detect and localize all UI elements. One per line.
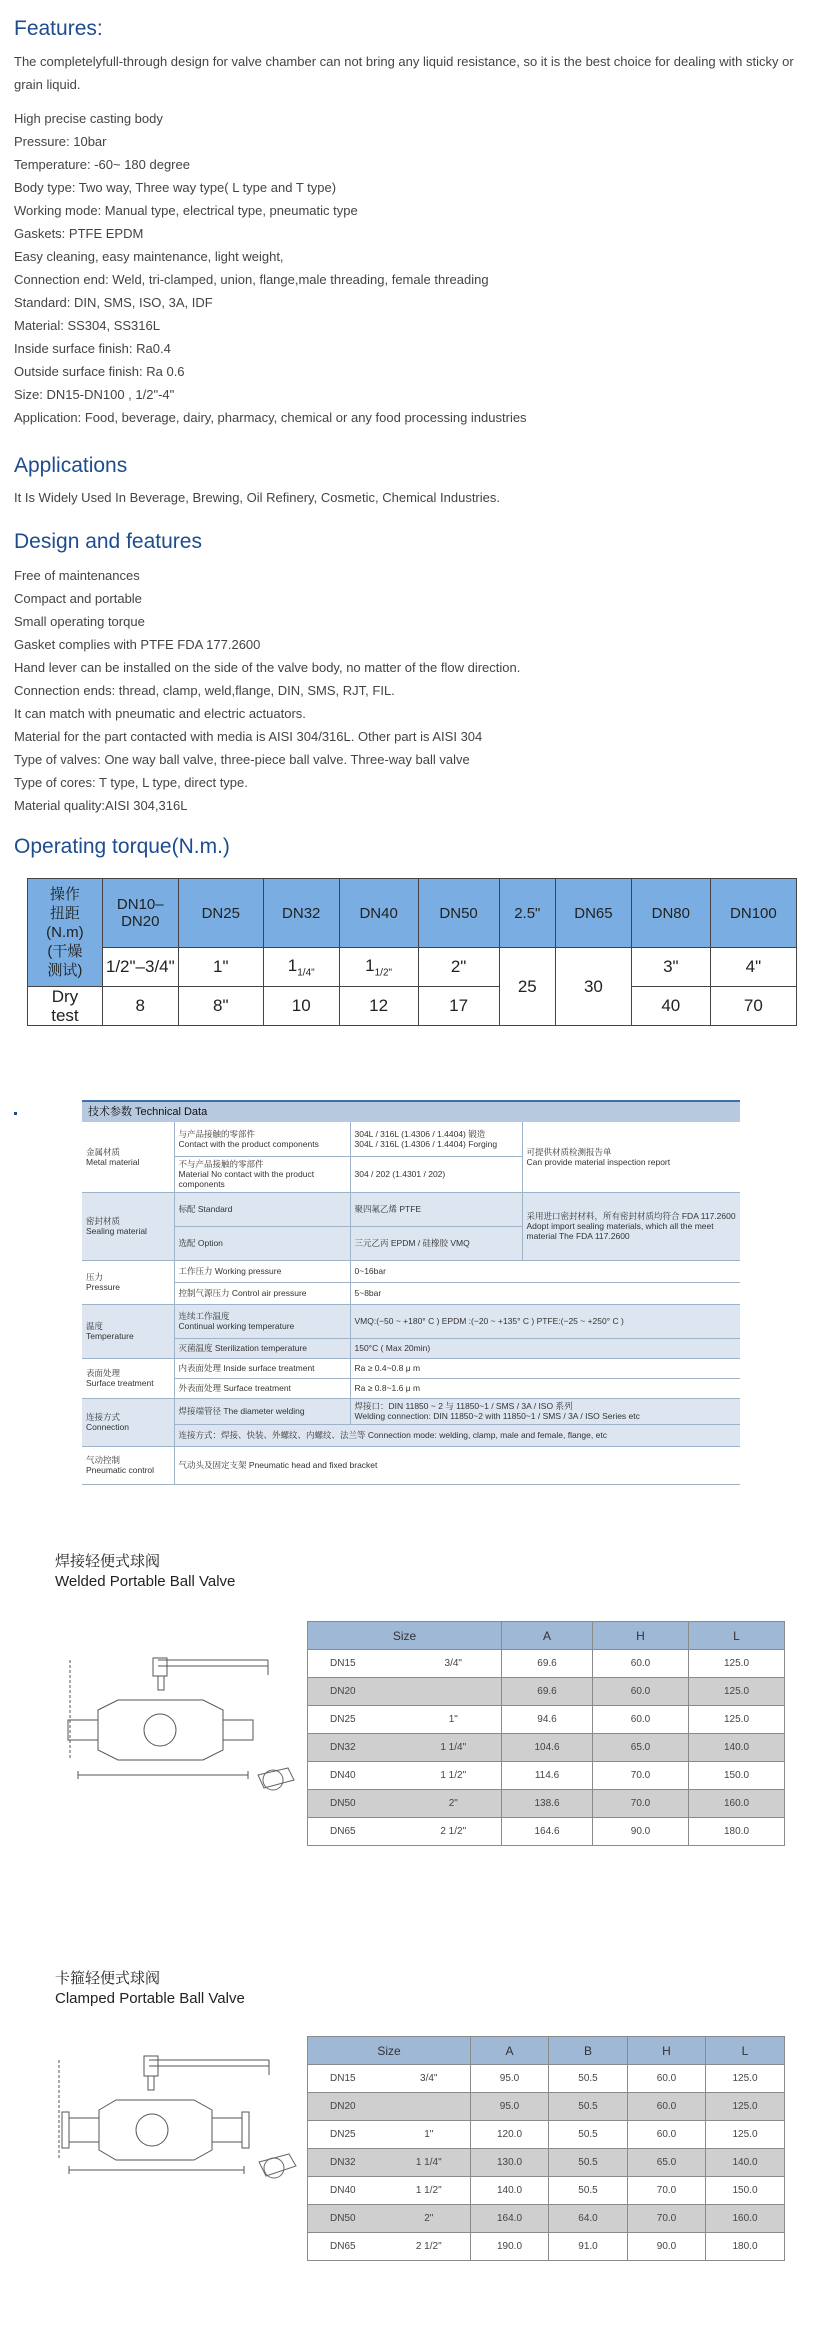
tech-cell bbox=[82, 1446, 174, 1484]
torque-header-cell: DN100 bbox=[710, 879, 796, 948]
table-row bbox=[308, 2093, 785, 2121]
en: Contact with the product components bbox=[178, 1138, 319, 1149]
clamped-header-size: Size bbox=[308, 2037, 471, 2065]
clamped-title-en: Clamped Portable Ball Valve bbox=[55, 1990, 245, 2007]
design-item: It can match with pneumatic and electric actuators. bbox=[14, 706, 306, 721]
tech-cell: VMQ:(−50 ~ +180° C ) EPDM :(−20 ~ +135° C ) PTFE:(−25 ~ +250° C ) bbox=[350, 1304, 740, 1338]
tech-cell: 150°C ( Max 20min) bbox=[350, 1338, 740, 1358]
table-row bbox=[308, 1762, 785, 1790]
dimension-cell: 65.0 bbox=[593, 1734, 689, 1762]
features-section bbox=[14, 16, 824, 429]
dimension-cell: 150.0 bbox=[706, 2177, 785, 2205]
dimension-cell: 50.5 bbox=[549, 2065, 628, 2093]
tech-cell bbox=[350, 1122, 522, 1156]
size-inch-cell: 1 1/4" bbox=[406, 1734, 502, 1762]
dimension-cell: 60.0 bbox=[628, 2093, 706, 2121]
dimension-cell: 164.6 bbox=[502, 1818, 593, 1846]
size-dn-cell: DN50 bbox=[308, 1790, 406, 1818]
technical-data-title: 技术参数 Technical Data bbox=[82, 1100, 740, 1122]
dimension-cell: 50.5 bbox=[549, 2121, 628, 2149]
size-inch-cell: 2" bbox=[406, 1790, 502, 1818]
fraction: 1/2" bbox=[374, 967, 393, 979]
size-inch-cell bbox=[406, 1678, 502, 1706]
tech-cell bbox=[82, 1358, 174, 1398]
dimension-cell: 125.0 bbox=[706, 2065, 785, 2093]
table-row bbox=[308, 1650, 785, 1678]
dimension-cell: 180.0 bbox=[689, 1818, 785, 1846]
table-row bbox=[308, 2065, 785, 2093]
torque-header-cell: DN65 bbox=[555, 879, 631, 948]
dimension-cell: 60.0 bbox=[593, 1706, 689, 1734]
torque-value-cell: 70 bbox=[710, 987, 796, 1026]
size-dn-cell: DN32 bbox=[308, 1734, 406, 1762]
label-line: 操作 bbox=[49, 886, 80, 903]
table-row bbox=[308, 2205, 785, 2233]
torque-size-cell: 1" bbox=[178, 948, 263, 987]
torque-size-cell: 4" bbox=[710, 948, 796, 987]
welded-header-h: H bbox=[593, 1622, 689, 1650]
applications-section bbox=[14, 453, 500, 509]
tech-cell bbox=[522, 1192, 740, 1260]
design-section bbox=[14, 529, 520, 817]
cn: 金属材质 bbox=[86, 1146, 121, 1157]
clamped-valve-drawing bbox=[54, 2040, 304, 2200]
feature-item: Material: SS304, SS316L bbox=[14, 318, 160, 333]
features-intro: The completelyfull-through design for valve chamber can not bring any liquid resistance, so it is the best choice for dealing with sticky or grain liquid. bbox=[14, 54, 794, 92]
welded-title-cn: 焊接轻便式球阀 bbox=[55, 1553, 161, 1570]
dimension-cell: 114.6 bbox=[502, 1762, 593, 1790]
dimension-cell: 120.0 bbox=[471, 2121, 549, 2149]
size-inch-cell: 1 1/2" bbox=[406, 1762, 502, 1790]
size-dn-cell: DN32 bbox=[308, 2149, 388, 2177]
torque-header-cell: DN40 bbox=[339, 879, 418, 948]
tech-cell: Ra ≥ 0.4~0.8 μ m bbox=[350, 1358, 740, 1378]
cn: 密封材质 bbox=[86, 1216, 121, 1226]
dimension-cell: 60.0 bbox=[593, 1678, 689, 1706]
whole: 1 bbox=[365, 955, 375, 975]
dimension-cell: 94.6 bbox=[502, 1706, 593, 1734]
en: Temperature bbox=[86, 1331, 134, 1341]
welded-size-table bbox=[307, 1621, 785, 1846]
design-item: Material quality:AISI 304,316L bbox=[14, 798, 188, 813]
dimension-cell: 125.0 bbox=[706, 2093, 785, 2121]
table-row bbox=[308, 1818, 785, 1846]
table-row bbox=[308, 2149, 785, 2177]
tech-cell: 三元乙丙 EPDM / 硅橡胶 VMQ bbox=[350, 1226, 522, 1260]
val: 304L / 316L (1.4306 / 1.4404) 锻造 bbox=[354, 1128, 486, 1139]
size-dn-cell: DN40 bbox=[308, 1762, 406, 1790]
size-dn-cell: DN25 bbox=[308, 1706, 406, 1734]
dimension-cell: 64.0 bbox=[549, 2205, 628, 2233]
feature-item: Application: Food, beverage, dairy, pharmacy, chemical or any food processing industries bbox=[14, 410, 527, 425]
welded-header-size: Size bbox=[308, 1622, 502, 1650]
dimension-cell: 60.0 bbox=[628, 2065, 706, 2093]
tech-cell: 内表面处理 Inside surface treatment bbox=[174, 1358, 350, 1378]
welded-title bbox=[55, 1552, 235, 1592]
torque-header-cell: DN10–DN20 bbox=[102, 879, 178, 948]
welded-header-l: L bbox=[689, 1622, 785, 1650]
cn: 不与产品接触的零部件 bbox=[178, 1159, 264, 1169]
dimension-cell: 65.0 bbox=[628, 2149, 706, 2177]
size-inch-cell: 3/4" bbox=[406, 1650, 502, 1678]
feature-item: Gaskets: PTFE EPDM bbox=[14, 226, 144, 241]
size-dn-cell: DN15 bbox=[308, 1650, 406, 1678]
en: Adopt import sealing materials, which all the meet material The FDA 117.2600 bbox=[526, 1221, 714, 1241]
design-item: Type of valves: One way ball valve, three-piece ball valve. Three-way ball valve bbox=[14, 752, 470, 767]
dimension-cell: 125.0 bbox=[706, 2121, 785, 2149]
dimension-cell: 104.6 bbox=[502, 1734, 593, 1762]
feature-item: Temperature: -60~ 180 degree bbox=[14, 157, 190, 172]
en: Can provide material inspection report bbox=[526, 1156, 671, 1167]
feature-item: Standard: DIN, SMS, ISO, 3A, IDF bbox=[14, 295, 213, 310]
dimension-cell: 138.6 bbox=[502, 1790, 593, 1818]
dimension-cell: 125.0 bbox=[689, 1706, 785, 1734]
tech-cell: 304 / 202 (1.4301 / 202) bbox=[350, 1156, 522, 1192]
dimension-cell: 50.5 bbox=[549, 2177, 628, 2205]
size-dn-cell: DN15 bbox=[308, 2065, 388, 2093]
torque-size-cell: 2" bbox=[418, 948, 499, 987]
tech-cell: 焊接端管径 The diameter welding bbox=[174, 1398, 350, 1424]
dimension-cell: 140.0 bbox=[471, 2177, 549, 2205]
val: 304L / 316L (1.4306 / 1.4404) Forging bbox=[354, 1138, 498, 1149]
tech-cell: 灭菌温度 Sterilization temperature bbox=[174, 1338, 350, 1358]
torque-header-cell: 2.5" bbox=[499, 879, 555, 948]
feature-item: Working mode: Manual type, electrical type, pneumatic type bbox=[14, 203, 358, 218]
tech-cell: 聚四氟乙烯 PTFE bbox=[350, 1192, 522, 1226]
cn: 连续工作温度 bbox=[178, 1311, 230, 1321]
size-inch-cell: 3/4" bbox=[388, 2065, 471, 2093]
en: Continual working temperature bbox=[178, 1321, 295, 1331]
size-dn-cell: DN20 bbox=[308, 1678, 406, 1706]
tech-cell bbox=[82, 1192, 174, 1260]
design-heading: Design and features bbox=[14, 530, 202, 553]
size-inch-cell: 1 1/4" bbox=[388, 2149, 471, 2177]
dimension-cell: 70.0 bbox=[628, 2205, 706, 2233]
dimension-cell: 164.0 bbox=[471, 2205, 549, 2233]
clamped-title bbox=[55, 1969, 245, 2009]
tech-cell bbox=[82, 1122, 174, 1192]
torque-size-cell: 1/2"–3/4" bbox=[102, 948, 178, 987]
cn: 温度 bbox=[86, 1321, 104, 1331]
dimension-cell: 91.0 bbox=[549, 2233, 628, 2261]
size-dn-cell: DN65 bbox=[308, 2233, 388, 2261]
design-item: Type of cores: T type, L type, direct type. bbox=[14, 775, 248, 790]
cn: 连接方式 bbox=[86, 1412, 121, 1422]
technical-data-table bbox=[82, 1100, 740, 1485]
size-inch-cell: 2 1/2" bbox=[388, 2233, 471, 2261]
design-item: Connection ends: thread, clamp, weld,flange, DIN, SMS, RJT, FIL. bbox=[14, 683, 395, 698]
dimension-cell: 50.5 bbox=[549, 2093, 628, 2121]
dimension-cell: 70.0 bbox=[628, 2177, 706, 2205]
clamped-header-a: A bbox=[471, 2037, 549, 2065]
cn: 采用进口密封材料，所有密封材质均符合 FDA 117.2600 bbox=[526, 1211, 736, 1221]
tech-cell: 0~16bar bbox=[350, 1260, 740, 1282]
torque-table bbox=[27, 878, 797, 1026]
dimension-cell: 125.0 bbox=[689, 1678, 785, 1706]
torque-heading: Operating torque(N.m.) bbox=[14, 835, 230, 858]
dimension-cell: 69.6 bbox=[502, 1650, 593, 1678]
feature-item: Easy cleaning, easy maintenance, light weight, bbox=[14, 249, 284, 264]
cn: 可提供材质检测报告单 bbox=[526, 1146, 612, 1157]
label-line: test bbox=[51, 1006, 79, 1025]
label-line: 扭距 bbox=[49, 905, 80, 922]
dimension-cell: 160.0 bbox=[706, 2205, 785, 2233]
size-dn-cell: DN65 bbox=[308, 1818, 406, 1846]
size-inch-cell: 2" bbox=[388, 2205, 471, 2233]
torque-size-cell bbox=[339, 948, 418, 987]
dimension-cell: 140.0 bbox=[689, 1734, 785, 1762]
label-line: Dry bbox=[51, 987, 79, 1006]
en: Metal material bbox=[86, 1156, 140, 1167]
en: Pressure bbox=[86, 1282, 121, 1292]
tech-cell bbox=[350, 1398, 740, 1424]
tech-cell bbox=[174, 1156, 350, 1192]
clamped-size-table bbox=[307, 2036, 785, 2261]
tech-cell bbox=[82, 1398, 174, 1446]
bullet-dot bbox=[14, 1112, 17, 1115]
design-item: Compact and portable bbox=[14, 591, 142, 606]
dimension-cell: 150.0 bbox=[689, 1762, 785, 1790]
dimension-cell: 160.0 bbox=[689, 1790, 785, 1818]
table-row bbox=[308, 1678, 785, 1706]
torque-value-cell: 30 bbox=[555, 948, 631, 1026]
torque-size-cell bbox=[263, 948, 339, 987]
cn: 焊接口：DIN 11850 ~ 2 与 11850~1 / SMS / 3A / ISO 系列 bbox=[354, 1401, 573, 1411]
en: Material No contact with the product components bbox=[178, 1169, 315, 1189]
clamped-header-h: H bbox=[628, 2037, 706, 2065]
tech-cell: 连接方式：焊接、快装、外螺纹、内螺纹、法兰等 Connection mode: welding, clamp, male and female, flange, etc bbox=[174, 1424, 740, 1446]
torque-value-cell: 12 bbox=[339, 987, 418, 1026]
table-row bbox=[308, 2177, 785, 2205]
size-dn-cell: DN40 bbox=[308, 2177, 388, 2205]
feature-item: Outside surface finish: Ra 0.6 bbox=[14, 364, 185, 379]
dimension-cell: 95.0 bbox=[471, 2093, 549, 2121]
tech-cell: 选配 Option bbox=[174, 1226, 350, 1260]
feature-item: Size: DN15-DN100 , 1/2"-4" bbox=[14, 387, 175, 402]
feature-item: Body type: Two way, Three way type( L type and T type) bbox=[14, 180, 337, 195]
dimension-cell: 130.0 bbox=[471, 2149, 549, 2177]
size-dn-cell: DN25 bbox=[308, 2121, 388, 2149]
design-item: Small operating torque bbox=[14, 614, 145, 629]
tech-cell: 外表面处理 Surface treatment bbox=[174, 1378, 350, 1398]
dimension-cell: 125.0 bbox=[689, 1650, 785, 1678]
size-inch-cell: 2 1/2" bbox=[406, 1818, 502, 1846]
torque-label-cn bbox=[28, 879, 103, 987]
size-inch-cell: 1" bbox=[388, 2121, 471, 2149]
tech-cell: 标配 Standard bbox=[174, 1192, 350, 1226]
label-line: (N.m) bbox=[46, 924, 84, 941]
torque-header-cell: DN32 bbox=[263, 879, 339, 948]
table-row bbox=[308, 1790, 785, 1818]
en: Connection bbox=[86, 1422, 130, 1432]
technical-data-grid bbox=[82, 1122, 740, 1485]
welded-valve-drawing bbox=[58, 1640, 308, 1800]
torque-header-cell: DN25 bbox=[178, 879, 263, 948]
cn: 与产品接触的零部件 bbox=[178, 1128, 256, 1139]
torque-value-cell: 40 bbox=[631, 987, 710, 1026]
clamped-title-cn: 卡箍轻便式球阀 bbox=[55, 1970, 161, 1987]
fraction: 1/4" bbox=[297, 967, 315, 979]
en: Pneumatic control bbox=[86, 1465, 155, 1475]
tech-cell bbox=[174, 1304, 350, 1338]
size-dn-cell: DN50 bbox=[308, 2205, 388, 2233]
clamped-header-b: B bbox=[549, 2037, 628, 2065]
torque-header-cell: DN80 bbox=[631, 879, 710, 948]
applications-text: It Is Widely Used In Beverage, Brewing, Oil Refinery, Cosmetic, Chemical Industries. bbox=[14, 490, 500, 505]
tech-cell: 工作压力 Working pressure bbox=[174, 1260, 350, 1282]
welded-title-en: Welded Portable Ball Valve bbox=[55, 1573, 236, 1590]
whole: 1 bbox=[287, 955, 298, 975]
torque-value-cell: 25 bbox=[499, 948, 555, 1026]
applications-heading: Applications bbox=[14, 454, 128, 477]
tech-cell bbox=[82, 1304, 174, 1358]
size-inch-cell bbox=[388, 2093, 471, 2121]
design-list bbox=[14, 564, 520, 817]
en: Welding connection: DIN 11850~2 with 11850~1 / SMS / 3A / ISO Series etc bbox=[354, 1411, 640, 1421]
clamped-header-l: L bbox=[706, 2037, 785, 2065]
torque-section bbox=[14, 834, 230, 860]
features-heading: Features: bbox=[14, 17, 103, 40]
label-line: (干燥 bbox=[47, 943, 83, 960]
dimension-cell: 95.0 bbox=[471, 2065, 549, 2093]
dimension-cell: 70.0 bbox=[593, 1762, 689, 1790]
dimension-cell: 90.0 bbox=[628, 2233, 706, 2261]
design-item: Hand lever can be installed on the side of the valve body, no matter of the flow direction. bbox=[14, 660, 521, 675]
tech-cell: 5~8bar bbox=[350, 1282, 740, 1304]
tech-cell: Ra ≥ 0.8~1.6 μ m bbox=[350, 1378, 740, 1398]
torque-value-cell: 10 bbox=[263, 987, 339, 1026]
dimension-cell: 70.0 bbox=[593, 1790, 689, 1818]
dimension-cell: 50.5 bbox=[549, 2149, 628, 2177]
dimension-cell: 190.0 bbox=[471, 2233, 549, 2261]
size-inch-cell: 1" bbox=[406, 1706, 502, 1734]
welded-header-a: A bbox=[502, 1622, 593, 1650]
torque-value-cell: 8" bbox=[178, 987, 263, 1026]
dimension-cell: 180.0 bbox=[706, 2233, 785, 2261]
table-row bbox=[308, 2233, 785, 2261]
table-row bbox=[308, 2121, 785, 2149]
design-item: Free of maintenances bbox=[14, 568, 140, 583]
size-inch-cell: 1 1/2" bbox=[388, 2177, 471, 2205]
torque-value-cell: 8 bbox=[102, 987, 178, 1026]
torque-label-dry bbox=[28, 987, 103, 1026]
table-row bbox=[308, 1706, 785, 1734]
cn: 压力 bbox=[86, 1272, 104, 1282]
size-dn-cell: DN20 bbox=[308, 2093, 388, 2121]
tech-cell bbox=[174, 1122, 350, 1156]
tech-cell bbox=[82, 1260, 174, 1304]
design-item: Material for the part contacted with media is AISI 304/316L. Other part is AISI 304 bbox=[14, 729, 483, 744]
dimension-cell: 60.0 bbox=[593, 1650, 689, 1678]
tech-cell: 气动头及固定支架 Pneumatic head and fixed bracket bbox=[174, 1446, 740, 1484]
dimension-cell: 90.0 bbox=[593, 1818, 689, 1846]
features-list bbox=[14, 107, 824, 429]
design-item: Gasket complies with PTFE FDA 177.2600 bbox=[14, 637, 261, 652]
feature-item: High precise casting body bbox=[14, 111, 163, 126]
tech-cell: 控制气源压力 Control air pressure bbox=[174, 1282, 350, 1304]
tech-cell bbox=[522, 1122, 740, 1192]
dimension-cell: 60.0 bbox=[628, 2121, 706, 2149]
feature-item: Inside surface finish: Ra0.4 bbox=[14, 341, 171, 356]
cn: 表面处理 bbox=[86, 1368, 121, 1378]
table-row bbox=[308, 1734, 785, 1762]
torque-size-cell: 3" bbox=[631, 948, 710, 987]
torque-header-cell: DN50 bbox=[418, 879, 499, 948]
torque-value-cell: 17 bbox=[418, 987, 499, 1026]
cn: 气动控制 bbox=[86, 1455, 121, 1465]
dimension-cell: 69.6 bbox=[502, 1678, 593, 1706]
en: Sealing material bbox=[86, 1226, 147, 1236]
dimension-cell: 140.0 bbox=[706, 2149, 785, 2177]
feature-item: Connection end: Weld, tri-clamped, union, flange,male threading, female threading bbox=[14, 272, 489, 287]
feature-item: Pressure: 10bar bbox=[14, 134, 107, 149]
en: Surface treatment bbox=[86, 1378, 154, 1388]
label-line: 测试) bbox=[47, 962, 83, 979]
